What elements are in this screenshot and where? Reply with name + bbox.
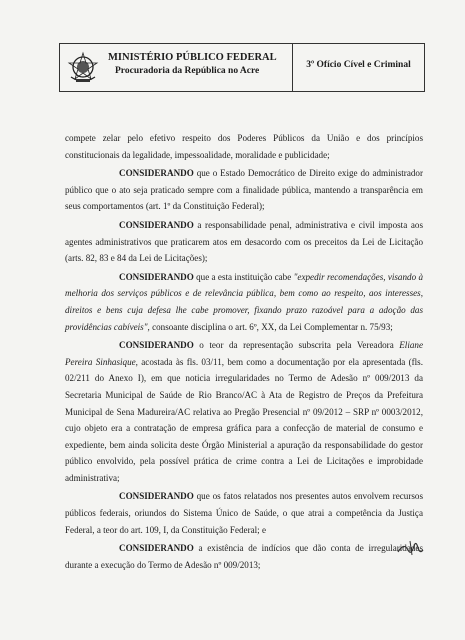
letterhead-office	[293, 44, 424, 91]
paragraph-text: a existência de indícios que dão conta de irregularidades durante a execução do Termo de Adesão nº 009/2013;	[65, 543, 423, 570]
considerando-keyword: CONSIDERANDO	[119, 271, 194, 282]
paragraph-text: que os fatos relatados nos presentes autos envolvem recursos públicos federais, oriundos do Sistema Único de Saúde, o que atrai a competência da Justiça Federal, a teor do art. 109, I, da Constituição Federal; e	[65, 491, 423, 535]
brazil-coat-of-arms-icon	[66, 51, 100, 85]
considerando-keyword: CONSIDERANDO	[119, 168, 194, 179]
considerando-keyword: CONSIDERANDO	[119, 543, 194, 554]
letterhead	[59, 43, 425, 92]
paragraph	[65, 269, 423, 335]
paragraph	[65, 165, 423, 215]
paragraph-text: que o Estado Democrático de Direito exige do administrador público que o ato seja praticado sempre com a finalidade pública, mantendo a transparência em seus comportamentos (art. 1º da Constituição Federal);	[65, 168, 423, 212]
document-body	[65, 130, 423, 575]
considerando-keyword: CONSIDERANDO	[119, 340, 194, 351]
paragraph-text: a responsabilidade penal, administrativa e civil imposta aos agentes administrativos que praticarem atos em desacordo com os preceitos da Lei de Licitação (arts. 82, 83 e 84 da Lei de Licitações);	[65, 219, 423, 264]
paragraph	[65, 337, 423, 486]
considerando-keyword: CONSIDERANDO	[119, 491, 194, 502]
paragraph	[65, 130, 423, 163]
paragraph-text: , acostada às fls. 03/11, bem como a documentação por ela apresentada (fls. 02/211 do Anexo I), em que noticia irregularidades no Termo de Adesão nº 009/2013 da Secretaria Municipal de Saúde de Rio Branco/AC à Ata de Registro de Preços da Prefeitura Municipal de Sena Madureira/AC relativa ao Pregão Presencial nº 09/2012 – SRP nº 0003/2012, cujo objeto era a contratação de empresa gráfica para a confecção de material de consumo e expediente, bem ainda solicita deste Órgão Ministerial a apuração da responsabilidade do gestor público envolvido, pela possível prática de crime contra a Lei de Licitações e improbidade administrativa;	[65, 356, 423, 483]
letterhead-institution	[60, 44, 293, 91]
handwritten-initials-icon	[396, 538, 424, 558]
org-subtitle: Procuradoria da República no Acre	[115, 66, 260, 76]
paragraph	[65, 540, 423, 573]
org-name: MINISTÉRIO PÚBLICO FEDERAL	[108, 52, 277, 63]
paragraph-text: que a esta instituição cabe	[193, 271, 294, 282]
paragraph-text: o teor da representação subscrita pela Vereadora	[193, 340, 400, 351]
paragraph-text: , consoante disciplina o art. 6º, XX, da Lei Complementar n. 75/93;	[147, 321, 393, 332]
office-name: 3º Ofício Cível e Criminal	[306, 60, 411, 70]
paragraph	[65, 217, 423, 267]
paragraph-text: compete zelar pelo efetivo respeito dos Poderes Públicos da União e dos princípios constitucionais da legalidade, impessoalidade, moralidade e publicidade;	[65, 133, 423, 160]
paragraph	[65, 488, 423, 538]
quoted-text: Eliane Pereira Sinhasique	[65, 340, 423, 367]
quoted-text: "expedir recomendações, visando à melhoria dos serviços públicos e de relevância pública, bem como ao respeito, aos interesses, direitos e bens cuja defesa lhe cabe promover, fixando prazo razoável para a adoção das providências cabíveis"	[65, 271, 423, 332]
considerando-keyword: CONSIDERANDO	[119, 219, 194, 230]
